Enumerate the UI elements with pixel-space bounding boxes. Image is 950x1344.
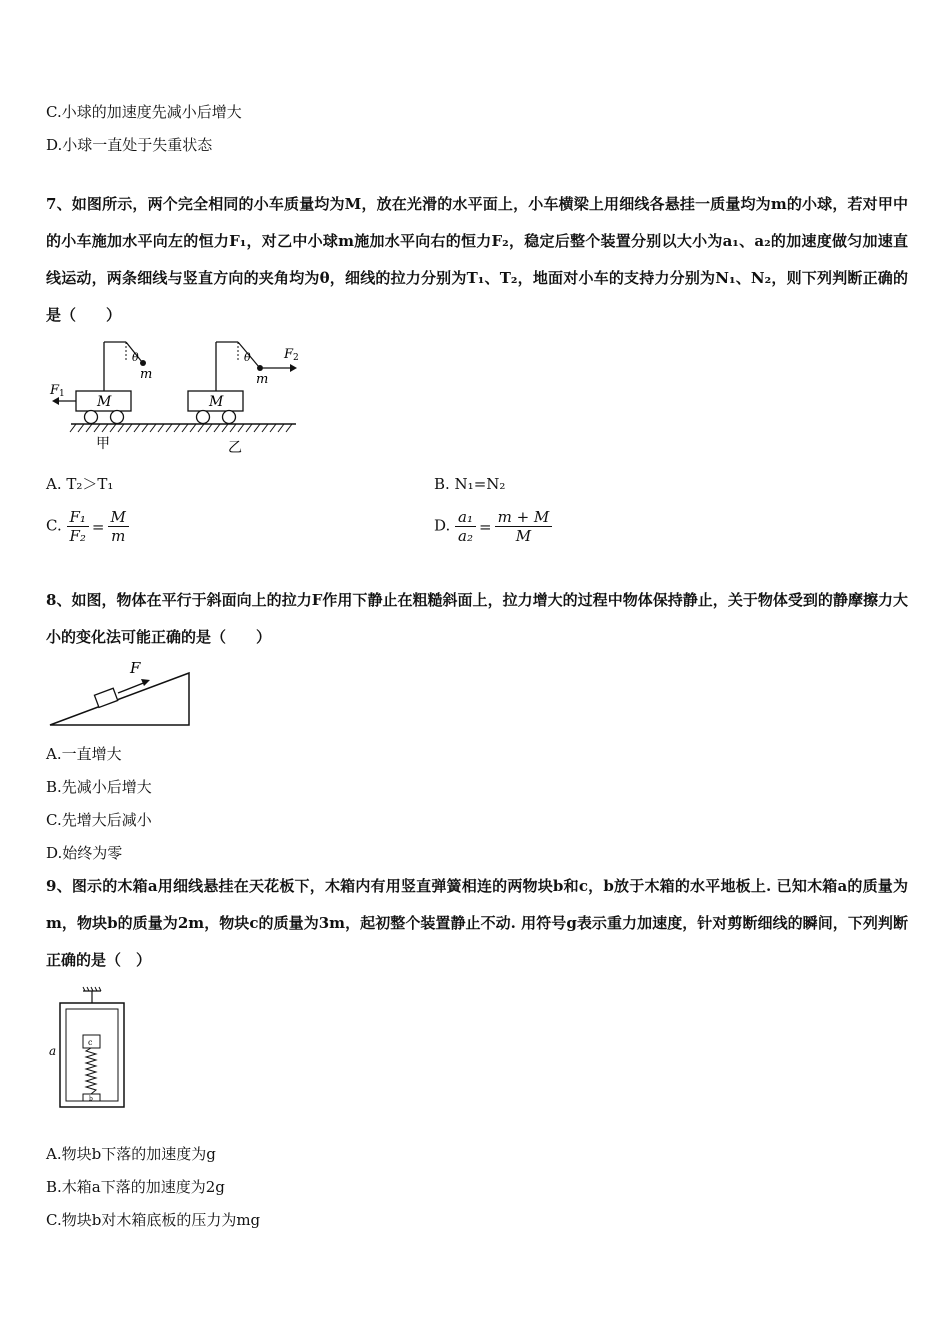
q9-option-a: A.物块b下落的加速度为g	[46, 1145, 216, 1163]
q9-option-c: C.物块b对木箱底板的压力为mg	[46, 1211, 261, 1229]
force1-label: F	[50, 383, 60, 398]
force-label: F	[130, 659, 141, 677]
q9-option-b: B.木箱a下落的加速度为2g	[46, 1178, 225, 1196]
fraction-left: $\frac{\text{a₁}}{\text{a₂}}$	[455, 508, 476, 545]
q8-option-d: D.始终为零	[46, 844, 123, 862]
q7-option-d: D. $\frac{\text{a₁}}{\text{a₂}}$ = $\frac{m + M}{M}$	[434, 508, 552, 545]
angle-label: θ	[132, 351, 139, 364]
q7-option-a: A. T₂＞T₁	[46, 475, 114, 493]
fraction-right: $\frac{M}{m}$	[108, 508, 129, 545]
force2-sub: 2	[293, 353, 299, 363]
q7-option-b: B. N₁=N₂	[434, 475, 506, 493]
q9-figure	[46, 985, 131, 1113]
fraction-right: $\frac{m + M}{M}$	[495, 508, 553, 545]
angle-label: θ	[244, 351, 251, 364]
cart-label: M	[209, 394, 224, 410]
label-jia: 甲	[96, 436, 110, 452]
q7-option-c: C. $\frac{\text{F₁}}{\text{F₂}}$ = $\frac{M}{m}$	[46, 508, 129, 545]
force1-sub: 1	[59, 389, 65, 399]
q7-figure	[46, 338, 306, 463]
q9-question-text: 9、图示的木箱a用细线悬挂在天花板下，木箱内有用竖直弹簧相连的两物块b和c，b放于木箱的水平地板上. 已知木箱a的质量为m，物块b的质量为2m，物块c的质量为3m，起初整个装置静止不动. 用符号g表示重力加速度，针对剪断细线的瞬间，下列判断正确的是（ ）	[46, 877, 908, 969]
box-label: a	[49, 1044, 57, 1058]
q8-option-c: C.先增大后减小	[46, 811, 152, 829]
cart-label: M	[97, 394, 112, 410]
ball-label: m	[140, 367, 153, 382]
q8-question-text: 8、如图，物体在平行于斜面向上的拉力F作用下静止在粗糙斜面上，拉力增大的过程中物体保持静止，关于物体受到的静摩擦力大小的变化法可能正确的是（ ）	[46, 591, 908, 646]
q6-option-d: D.小球一直处于失重状态	[46, 136, 213, 154]
q8-option-a: A.一直增大	[46, 745, 122, 763]
cart-jia	[49, 342, 152, 452]
fraction-left: $\frac{\text{F₁}}{\text{F₂}}$	[67, 508, 89, 545]
ball-label: m	[256, 372, 269, 387]
block-c-label: c	[88, 1038, 93, 1047]
block-b-label: b	[89, 1095, 93, 1103]
force2-label: F	[284, 347, 294, 362]
q8-option-b: B.先减小后增大	[46, 778, 152, 796]
q8-figure	[46, 655, 196, 730]
q7-question-text: 7、如图所示，两个完全相同的小车质量均为M，放在光滑的水平面上，小车横梁上用细线各悬挂一质量均为m的小球，若对甲中的小车施加水平向左的恒力F₁，对乙中小球m施加水平向右的恒力F₂，稳定后整个装置分别以大小为a₁、a₂的加速度做匀加速直线运动，两条细线与竖直方向的夹角均为θ，细线的拉力分别为T₁、T₂，地面对小车的支持力分别为N₁、N₂，则下列判断正确的是（ ）	[46, 195, 908, 324]
label-yi: 乙	[228, 440, 242, 456]
q6-option-c: C.小球的加速度先减小后增大	[46, 103, 242, 121]
cart-yi	[188, 342, 299, 456]
